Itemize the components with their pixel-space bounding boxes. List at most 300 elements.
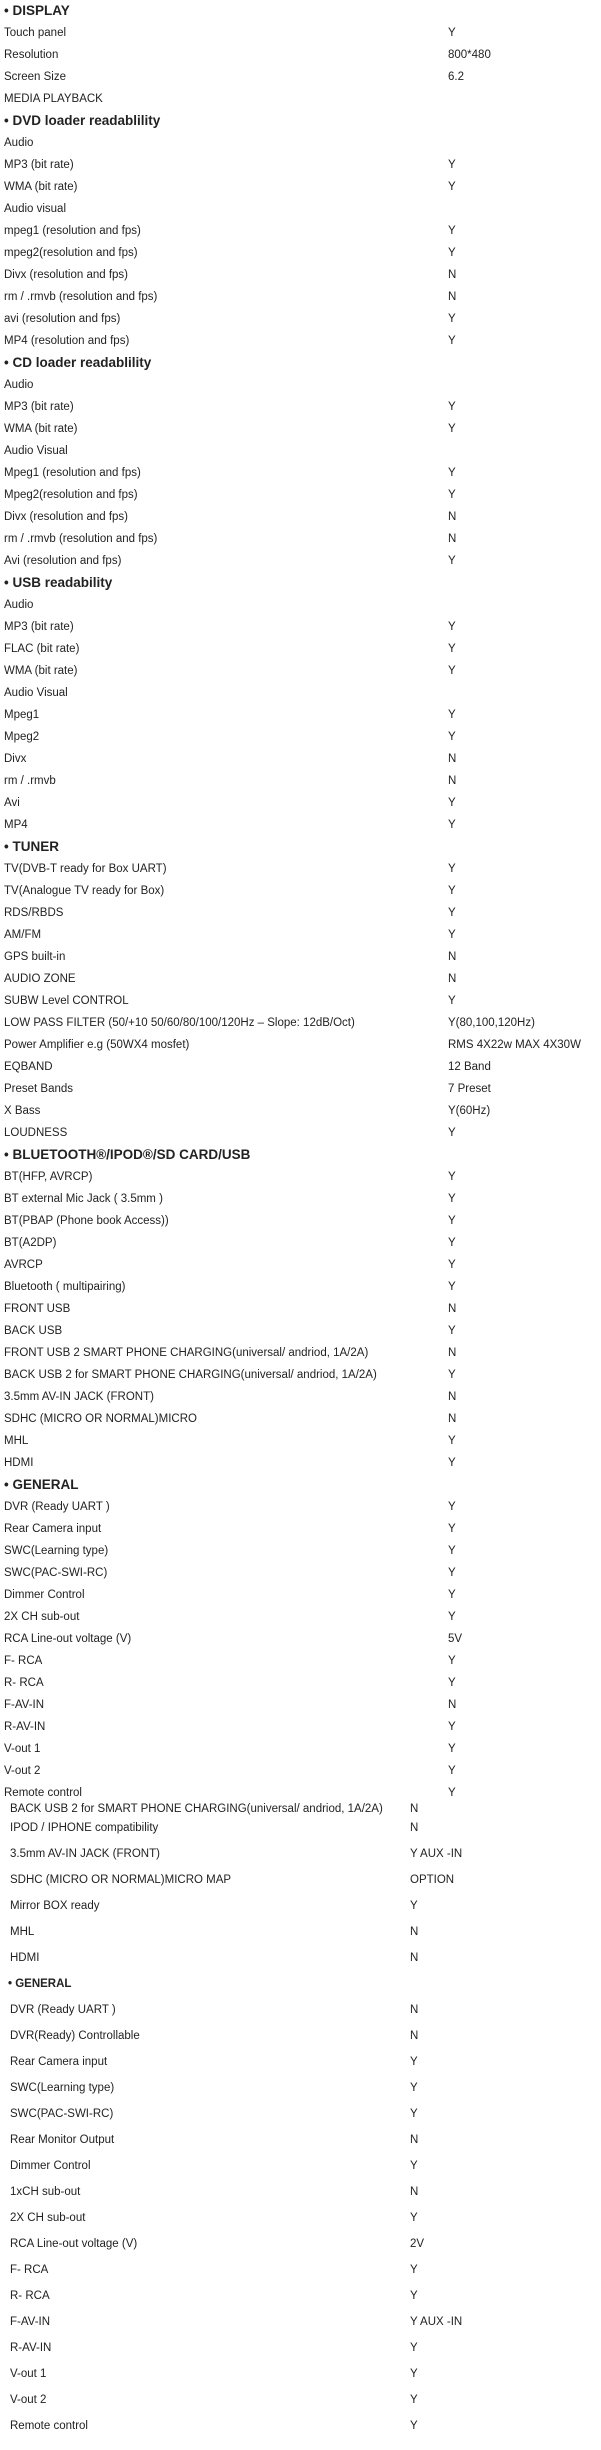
spec-row (0, 638, 601, 660)
spec-label: Screen Size (4, 71, 67, 83)
spec-value: Y (410, 2394, 418, 2406)
spec-value: Y (448, 863, 456, 875)
spec-label: Mirror BOX ready (10, 1900, 100, 1912)
spec-label: MEDIA PLAYBACK (4, 93, 103, 105)
spec-value: N (448, 753, 457, 765)
spec-label: Audio (4, 137, 34, 149)
spec-label: rm / .rmvb (4, 775, 56, 787)
spec-label: Divx (4, 753, 27, 765)
spec-value: Y (448, 423, 456, 435)
spec-label: SWC(Learning type) (10, 2082, 115, 2094)
section-heading (0, 110, 601, 132)
spec-row (0, 66, 601, 88)
spec-label: F-AV-IN (10, 2316, 51, 2328)
spec-label: Divx (resolution and fps) (4, 269, 128, 281)
spec-label: BT external Mic Jack ( 3.5mm ) (4, 1193, 163, 1205)
spec-label: Dimmer Control (4, 1589, 85, 1601)
spec-row (0, 1841, 601, 1867)
spec-row (0, 1694, 601, 1716)
spec-value: N (410, 1952, 419, 1964)
spec-value: 12 Band (448, 1061, 491, 1073)
spec-value: N (448, 291, 457, 303)
spec-row (0, 990, 601, 1012)
spec-row (0, 2023, 601, 2049)
spec-row (0, 1606, 601, 1628)
spec-row (0, 1893, 601, 1919)
spec-value: Y (448, 1501, 456, 1513)
spec-row (0, 1276, 601, 1298)
spec-value: N (448, 775, 457, 787)
spec-value: N (448, 973, 457, 985)
spec-label: AVRCP (4, 1259, 43, 1271)
spec-label: BT(PBAP (Phone book Access)) (4, 1215, 169, 1227)
spec-label: BACK USB 2 for SMART PHONE CHARGING(universal/ andriod, 1A/2A) (4, 1369, 377, 1381)
spec-row (0, 418, 601, 440)
spec-value: Y (448, 467, 456, 479)
spec-row (0, 2205, 601, 2231)
spec-row (0, 2309, 601, 2335)
spec-label: AM/FM (4, 929, 42, 941)
spec-value: Y (448, 1457, 456, 1469)
spec-row (0, 1342, 601, 1364)
spec-value: Y (448, 1721, 456, 1733)
spec-label: F-AV-IN (4, 1699, 45, 1711)
spec-value: N (448, 269, 457, 281)
spec-row (0, 1452, 601, 1474)
spec-row (0, 858, 601, 880)
spec-label: Audio (4, 599, 34, 611)
spec-label: HDMI (4, 1457, 34, 1469)
spec-label: GPS built-in (4, 951, 66, 963)
spec-row (0, 1628, 601, 1650)
spec-label: Mpeg2 (4, 731, 40, 743)
spec-row (0, 154, 601, 176)
spec-label: V-out 2 (10, 2394, 47, 2406)
spec-value: Y (448, 1435, 456, 1447)
spec-value: N (410, 2004, 419, 2016)
spec-label: SDHC (MICRO OR NORMAL)MICRO (4, 1413, 197, 1425)
spec-value: Y (448, 885, 456, 897)
spec-value: Y (448, 643, 456, 655)
section-heading-general: • GENERAL (8, 1978, 72, 1990)
section-heading-cd-loader-readablility: • CD loader readablility (4, 355, 152, 370)
spec-label: DVR(Ready) Controllable (10, 2030, 140, 2042)
spec-value: Y (410, 2420, 418, 2432)
spec-label: WMA (bit rate) (4, 181, 78, 193)
spec-label: Power Amplifier e.g (50WX4 mosfet) (4, 1039, 190, 1051)
spec-label: SDHC (MICRO OR NORMAL)MICRO MAP (10, 1874, 232, 1886)
spec-value: RMS 4X22w MAX 4X30W (448, 1039, 581, 1051)
spec-row (0, 1100, 601, 1122)
spec-label: Remote control (10, 2420, 88, 2432)
spec-value: Y (448, 335, 456, 347)
spec-label: WMA (bit rate) (4, 665, 78, 677)
spec-row (0, 242, 601, 264)
spec-label: SUBW Level CONTROL (4, 995, 129, 1007)
spec-row (0, 1320, 601, 1342)
spec-row (0, 396, 601, 418)
section-heading-general: • GENERAL (4, 1477, 79, 1492)
spec-row (0, 1254, 601, 1276)
spec-row (0, 374, 601, 396)
spec-value: Y (448, 1171, 456, 1183)
spec-label: TV(DVB-T ready for Box UART) (4, 863, 167, 875)
spec-value: Y (410, 2082, 418, 2094)
spec-row (0, 660, 601, 682)
spec-row (0, 2101, 601, 2127)
spec-label: EQBAND (4, 1061, 53, 1073)
spec-value: Y (448, 247, 456, 259)
spec-label: AUDIO ZONE (4, 973, 76, 985)
spec-row (0, 2387, 601, 2413)
spec-row (0, 2361, 601, 2387)
spec-value: Y (410, 2108, 418, 2120)
spec-label: rm / .rmvb (resolution and fps) (4, 533, 158, 545)
spec-value: Y (448, 1127, 456, 1139)
spec-row (0, 946, 601, 968)
spec-row (0, 1298, 601, 1320)
section-heading-tuner: • TUNER (4, 839, 59, 854)
spec-row (0, 88, 601, 110)
spec-row (0, 1584, 601, 1606)
spec-row (0, 2413, 601, 2439)
spec-label: BACK USB 2 for SMART PHONE CHARGING(universal/ andriod, 1A/2A) (10, 1803, 383, 1815)
spec-row (0, 924, 601, 946)
spec-row (0, 2257, 601, 2283)
spec-row (0, 726, 601, 748)
spec-value: Y (448, 1611, 456, 1623)
section-heading-display: • DISPLAY (4, 3, 70, 18)
spec-value: Y (410, 2264, 418, 2276)
spec-label: FLAC (bit rate) (4, 643, 80, 655)
spec-label: Mpeg2(resolution and fps) (4, 489, 138, 501)
spec-row (0, 1919, 601, 1945)
spec-value: Y (448, 1237, 456, 1249)
spec-row (0, 1386, 601, 1408)
spec-label: Rear Monitor Output (10, 2134, 115, 2146)
spec-label: RCA Line-out voltage (V) (10, 2238, 138, 2250)
spec-value: 800*480 (448, 49, 491, 61)
spec-value: Y (448, 27, 456, 39)
spec-row (0, 462, 601, 484)
section-heading (0, 572, 601, 594)
spec-value: Y (448, 1677, 456, 1689)
spec-value: Y (410, 2212, 418, 2224)
spec-row (0, 528, 601, 550)
spec-row (0, 308, 601, 330)
spec-value: OPTION (410, 1874, 455, 1886)
section-heading-bluetooth-ipod-sd-card-usb: • BLUETOOTH®/IPOD®/SD CARD/USB (4, 1147, 251, 1162)
spec-value: Y (448, 1743, 456, 1755)
spec-row (0, 132, 601, 154)
spec-value: N (410, 1926, 419, 1938)
spec-value: Y AUX -IN (410, 1848, 463, 1860)
spec-value: Y (448, 1325, 456, 1337)
spec-value: Y (448, 621, 456, 633)
spec-label: MP4 (resolution and fps) (4, 335, 130, 347)
spec-value: Y (448, 709, 456, 721)
spec-row (0, 2153, 601, 2179)
spec-row (0, 1738, 601, 1760)
spec-label: SWC(Learning type) (4, 1545, 109, 1557)
spec-row (0, 968, 601, 990)
spec-row (0, 616, 601, 638)
spec-row (0, 1188, 601, 1210)
spec-value: 7 Preset (448, 1083, 491, 1095)
spec-label: 3.5mm AV-IN JACK (FRONT) (4, 1391, 154, 1403)
spec-value: Y (448, 1369, 456, 1381)
spec-value: Y (448, 797, 456, 809)
spec-label: DVR (Ready UART ) (10, 2004, 116, 2016)
spec-value: Y (448, 907, 456, 919)
spec-label: F- RCA (10, 2264, 49, 2276)
spec-value: Y (448, 819, 456, 831)
spec-label: V-out 2 (4, 1765, 41, 1777)
spec-label: R-AV-IN (10, 2342, 52, 2354)
spec-label: LOW PASS FILTER (50/+10 50/60/80/100/120Hz – Slope: 12dB/Oct) (4, 1017, 355, 1029)
spec-label: 2X CH sub-out (4, 1611, 80, 1623)
spec-label: rm / .rmvb (resolution and fps) (4, 291, 158, 303)
spec-row (0, 682, 601, 704)
spec-value: Y (448, 401, 456, 413)
spec-row (0, 1408, 601, 1430)
spec-row (0, 2075, 601, 2101)
spec-label: F- RCA (4, 1655, 43, 1667)
spec-value: N (448, 951, 457, 963)
spec-label: Mpeg1 (resolution and fps) (4, 467, 141, 479)
spec-row (0, 484, 601, 506)
spec-label: Audio (4, 379, 34, 391)
spec-row (0, 792, 601, 814)
spec-value: Y (410, 2056, 418, 2068)
spec-value: N (410, 2134, 419, 2146)
spec-label: LOUDNESS (4, 1127, 68, 1139)
spec-value: Y(80,100,120Hz) (448, 1017, 535, 1029)
spec-value: Y (448, 929, 456, 941)
spec-label: 2X CH sub-out (10, 2212, 86, 2224)
spec-label: Audio Visual (4, 445, 68, 457)
spec-value: N (410, 2186, 419, 2198)
spec-label: DVR (Ready UART ) (4, 1501, 110, 1513)
spec-label: Audio Visual (4, 687, 68, 699)
spec-row (0, 814, 601, 836)
spec-value: N (448, 511, 457, 523)
spec-row (0, 1945, 601, 1971)
spec-label: R- RCA (4, 1677, 44, 1689)
spec-label: avi (resolution and fps) (4, 313, 121, 325)
spec-row (0, 594, 601, 616)
spec-row (0, 1518, 601, 1540)
spec-label: mpeg1 (resolution and fps) (4, 225, 141, 237)
spec-value: Y (448, 1765, 456, 1777)
spec-value: N (410, 2030, 419, 2042)
spec-value: Y (410, 1900, 418, 1912)
spec-row (0, 2231, 601, 2257)
spec-label: Bluetooth ( multipairing) (4, 1281, 126, 1293)
spec-row (0, 1803, 601, 1815)
spec-row (0, 1122, 601, 1144)
spec-row (0, 1540, 601, 1562)
spec-label: SWC(PAC-SWI-RC) (10, 2108, 114, 2120)
spec-row (0, 2335, 601, 2361)
spec-value: Y (410, 2290, 418, 2302)
section-heading (0, 1144, 601, 1166)
section-heading-usb-readability: • USB readability (4, 575, 113, 590)
spec-value: N (448, 533, 457, 545)
spec-row (0, 1364, 601, 1386)
spec-value: N (448, 1391, 457, 1403)
spec-value: Y (448, 1787, 456, 1799)
spec-value: Y(60Hz) (448, 1105, 491, 1117)
section-heading-dvd-loader-readablility: • DVD loader readablility (4, 113, 161, 128)
spec-label: RDS/RBDS (4, 907, 64, 919)
spec-label: FRONT USB 2 SMART PHONE CHARGING(universal/ andriod, 1A/2A) (4, 1347, 369, 1359)
spec-row (0, 770, 601, 792)
spec-label: Dimmer Control (10, 2160, 91, 2172)
spec-label: MHL (10, 1926, 35, 1938)
spec-row (0, 550, 601, 572)
spec-value: N (448, 1413, 457, 1425)
spec-label: Mpeg1 (4, 709, 40, 721)
section-heading (0, 836, 601, 858)
spec-row (0, 1672, 601, 1694)
spec-value: Y (448, 1193, 456, 1205)
spec-label: MP3 (bit rate) (4, 159, 74, 171)
spec-label: Rear Camera input (4, 1523, 102, 1535)
spec-label: WMA (bit rate) (4, 423, 78, 435)
spec-label: 1xCH sub-out (10, 2186, 81, 2198)
spec-row (0, 2283, 601, 2309)
spec-label: Divx (resolution and fps) (4, 511, 128, 523)
spec-row (0, 1496, 601, 1518)
spec-value: Y (448, 1545, 456, 1557)
spec-label: MP4 (4, 819, 28, 831)
spec-value: Y (448, 1655, 456, 1667)
spec-row (0, 264, 601, 286)
spec-value: N (448, 1303, 457, 1315)
spec-label: IPOD / IPHONE compatibility (10, 1822, 159, 1834)
spec-table-secondary (0, 1803, 601, 2439)
spec-label: MHL (4, 1435, 29, 1447)
spec-value: 2V (410, 2238, 425, 2250)
spec-label: MP3 (bit rate) (4, 621, 74, 633)
spec-row (0, 1997, 601, 2023)
spec-row (0, 1650, 601, 1672)
spec-value: N (410, 1803, 419, 1815)
spec-row (0, 1430, 601, 1452)
spec-row (0, 902, 601, 924)
spec-label: mpeg2(resolution and fps) (4, 247, 138, 259)
spec-value: Y (410, 2368, 418, 2380)
spec-row (0, 704, 601, 726)
spec-label: TV(Analogue TV ready for Box) (4, 885, 165, 897)
spec-value: Y (410, 2342, 418, 2354)
spec-row (0, 1716, 601, 1738)
spec-row (0, 220, 601, 242)
spec-label: Avi (4, 797, 20, 809)
spec-label: Rear Camera input (10, 2056, 108, 2068)
spec-row (0, 176, 601, 198)
spec-label: BACK USB (4, 1325, 63, 1337)
spec-row (0, 2179, 601, 2205)
spec-value: Y (448, 1589, 456, 1601)
spec-value: Y (448, 731, 456, 743)
spec-value: Y (448, 489, 456, 501)
spec-row (0, 1867, 601, 1893)
spec-row (0, 286, 601, 308)
spec-value: 6.2 (448, 71, 464, 83)
spec-row (0, 2049, 601, 2075)
spec-value: Y AUX -IN (410, 2316, 463, 2328)
spec-label: BT(A2DP) (4, 1237, 57, 1249)
spec-label: X Bass (4, 1105, 41, 1117)
spec-label: MP3 (bit rate) (4, 401, 74, 413)
spec-value: N (448, 1699, 457, 1711)
spec-label: RCA Line-out voltage (V) (4, 1633, 132, 1645)
spec-label: Resolution (4, 49, 59, 61)
spec-value: Y (448, 1281, 456, 1293)
spec-row (0, 880, 601, 902)
spec-value: Y (448, 995, 456, 1007)
spec-value: Y (448, 1259, 456, 1271)
spec-row (0, 1815, 601, 1841)
spec-value: Y (448, 313, 456, 325)
spec-value: Y (448, 181, 456, 193)
spec-row (0, 1782, 601, 1804)
section-heading (0, 352, 601, 374)
spec-label: BT(HFP, AVRCP) (4, 1171, 93, 1183)
spec-row (0, 1210, 601, 1232)
spec-row (0, 44, 601, 66)
spec-label: V-out 1 (4, 1743, 41, 1755)
spec-label: R-AV-IN (4, 1721, 46, 1733)
spec-label: Remote control (4, 1787, 82, 1799)
spec-row (0, 198, 601, 220)
spec-row (0, 22, 601, 44)
spec-label: Avi (resolution and fps) (4, 555, 122, 567)
spec-value: N (410, 1822, 419, 1834)
spec-label: Preset Bands (4, 1083, 74, 1095)
spec-value: Y (448, 1523, 456, 1535)
spec-value: Y (448, 159, 456, 171)
spec-row (0, 1056, 601, 1078)
spec-label: Touch panel (4, 27, 67, 39)
spec-value: 5V (448, 1633, 463, 1645)
spec-value: N (448, 1347, 457, 1359)
section-heading (0, 0, 601, 22)
spec-value: Y (448, 555, 456, 567)
spec-value: Y (448, 665, 456, 677)
section-heading (0, 1971, 601, 1997)
spec-label: 3.5mm AV-IN JACK (FRONT) (10, 1848, 160, 1860)
spec-value: Y (410, 2160, 418, 2172)
spec-row (0, 748, 601, 770)
spec-row (0, 1078, 601, 1100)
spec-row (0, 1232, 601, 1254)
spec-row (0, 1760, 601, 1782)
spec-row (0, 1012, 601, 1034)
spec-row (0, 1166, 601, 1188)
spec-value: Y (448, 225, 456, 237)
spec-label: HDMI (10, 1952, 40, 1964)
spec-row (0, 330, 601, 352)
spec-row (0, 440, 601, 462)
spec-row (0, 2127, 601, 2153)
spec-row (0, 506, 601, 528)
spec-label: Audio visual (4, 203, 67, 215)
spec-label: R- RCA (10, 2290, 50, 2302)
spec-label: SWC(PAC-SWI-RC) (4, 1567, 108, 1579)
